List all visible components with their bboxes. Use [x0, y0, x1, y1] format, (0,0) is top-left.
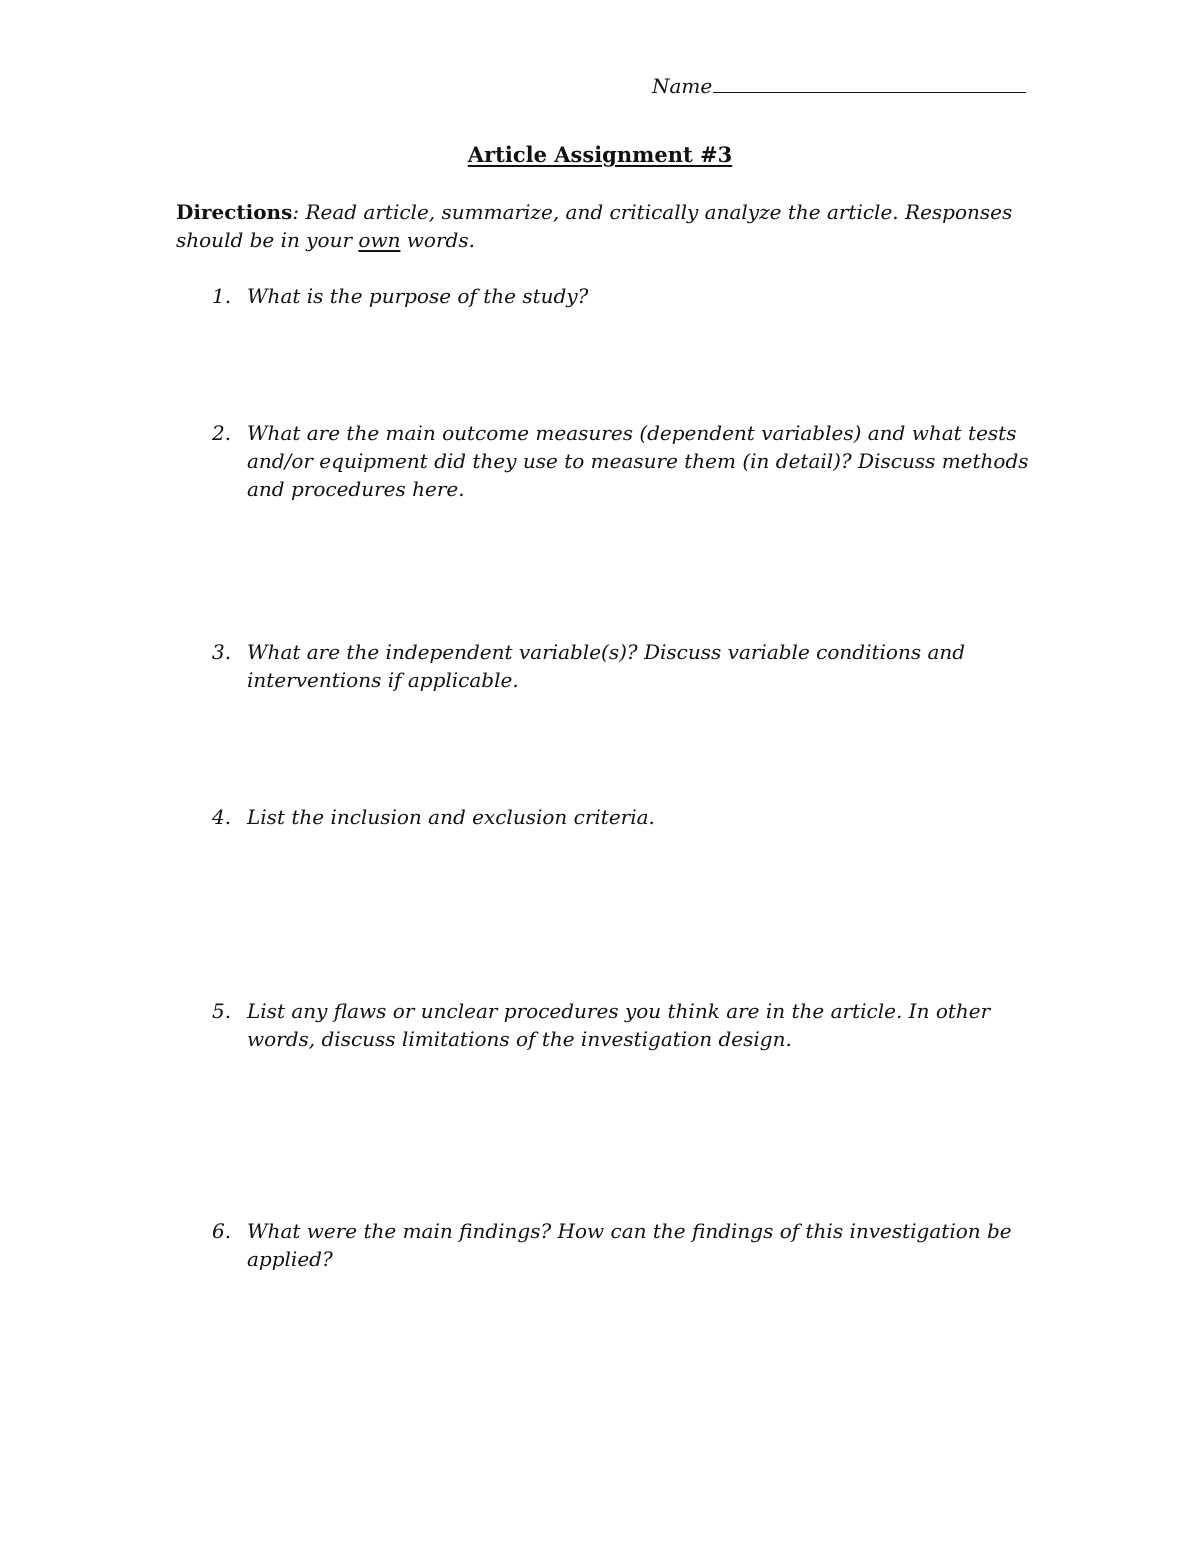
page-title — [0, 142, 1200, 167]
name-blank-line[interactable] — [713, 72, 1026, 93]
name-label: Name — [652, 74, 713, 98]
question-number: 5. — [212, 999, 232, 1023]
title-text: Article Assignment #3 — [467, 142, 733, 167]
name-field — [652, 72, 1026, 98]
question-text: List the inclusion and exclusion criteria. — [247, 805, 655, 829]
question-text: What were the main findings? How can the findings of this investigation be applied? — [247, 1219, 1012, 1271]
question-1 — [212, 282, 1032, 310]
directions-text: : Read article, summarize, and critically analyze the article. Responses should be in your — [176, 200, 1013, 252]
question-number: 2. — [212, 421, 232, 445]
question-6 — [212, 1217, 1032, 1273]
question-2 — [212, 419, 1032, 503]
question-3 — [212, 638, 1032, 694]
question-number: 4. — [212, 805, 232, 829]
directions-emphasis: own — [358, 228, 401, 252]
question-number: 3. — [212, 640, 232, 664]
question-text: What is the purpose of the study? — [247, 284, 589, 308]
question-5 — [212, 997, 1032, 1053]
question-text: What are the independent variable(s)? Discuss variable conditions and interventions if applicable. — [247, 640, 966, 692]
directions-label: Directions — [176, 200, 293, 224]
question-4 — [212, 803, 1032, 831]
question-text: List any flaws or unclear procedures you think are in the article. In other words, discuss limitations of the investigation design. — [247, 999, 991, 1051]
directions-paragraph — [176, 198, 1026, 254]
question-number: 1. — [212, 284, 232, 308]
question-number: 6. — [212, 1219, 232, 1243]
directions-text-end: words. — [400, 228, 475, 252]
question-text: What are the main outcome measures (dependent variables) and what tests and/or equipment did they use to measure them (in detail)? Discuss methods and procedures here. — [247, 421, 1029, 501]
